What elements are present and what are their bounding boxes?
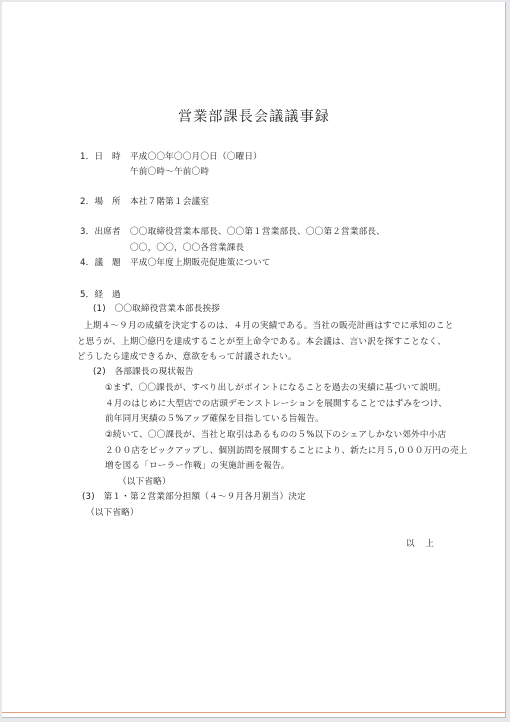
proceedings-sub2-line: ２００店をピックアップし、個別訪問を展開することにより、新たに月５,０００万円の売上 <box>105 446 468 456</box>
item-proceedings-label: 5．経 過 <box>80 290 121 300</box>
proceedings-sub1-heading: (1) 〇〇取締役営業本部長挨拶 <box>93 304 221 314</box>
proceedings-sub2-line: ②続いて、〇〇課長が、当社と取引はあるものの５%以下のシェアしかない郊外中小店 <box>105 430 447 440</box>
proceedings-sub3-note: （以下省略） <box>86 508 139 518</box>
closing-text: 以 上 <box>406 539 435 549</box>
proceedings-sub1-line: 上期４～９月の成績を決定するのは、４月の実績である。当社の販売計画はすでに承知のこと <box>84 321 454 331</box>
proceedings-sub2-heading: (2) 各部課長の現状報告 <box>93 367 194 377</box>
proceedings-sub2-line: 増を図る「ローラー作戦」の実施計画を報告。 <box>105 461 290 471</box>
proceedings-sub2-line: 前年同月実績の５%アップ確保を目指している旨報告。 <box>105 414 324 424</box>
proceedings-sub2-note: （以下省略） <box>118 477 171 487</box>
item-place-value: 本社７階第１会議室 <box>130 197 210 207</box>
item-attendees-line2: 〇〇，〇〇，〇〇各営業課長 <box>130 243 245 253</box>
item-datetime-label: 1．日 時 <box>80 152 121 162</box>
item-agenda-value: 平成〇年度上期販売促進策について <box>130 258 271 268</box>
proceedings-sub1-line: どうしたら達成できるか、意欲をもって討議されたい。 <box>77 352 297 362</box>
page-bottom-rule <box>2 712 506 713</box>
proceedings-sub2-line: ①まず、〇〇課長が、すべり出しがポイントになることを過去の実績に基づいて説明。 <box>105 383 447 393</box>
proceedings-sub3-heading: (3) 第１・第２営業部分担額（４～９月各月割当）決定 <box>82 492 306 502</box>
proceedings-sub1-line: と思うが、上期〇億円を達成することが至上命令である。本会議は、言い訳を探すことなく、 <box>77 337 447 347</box>
document-page <box>2 2 506 718</box>
item-attendees-label: 3．出席者 <box>80 227 121 237</box>
proceedings-sub2-line: ４月のはじめに大型店での店頭デモンストレーションを展開することではずみをつけ、 <box>105 399 448 409</box>
item-agenda-label: 4．議 題 <box>80 258 121 268</box>
item-place-label: 2．場 所 <box>80 197 121 207</box>
item-attendees-line1: 〇〇取締役営業本部長、〇〇第１営業部長、〇〇第２営業部長、 <box>130 227 386 237</box>
page-title: 営業部課長会議議事録 <box>178 109 330 125</box>
item-datetime-date: 平成〇〇年〇〇月〇日（〇曜日） <box>130 152 262 162</box>
item-datetime-time: 午前〇時～午前〇時 <box>130 167 210 177</box>
